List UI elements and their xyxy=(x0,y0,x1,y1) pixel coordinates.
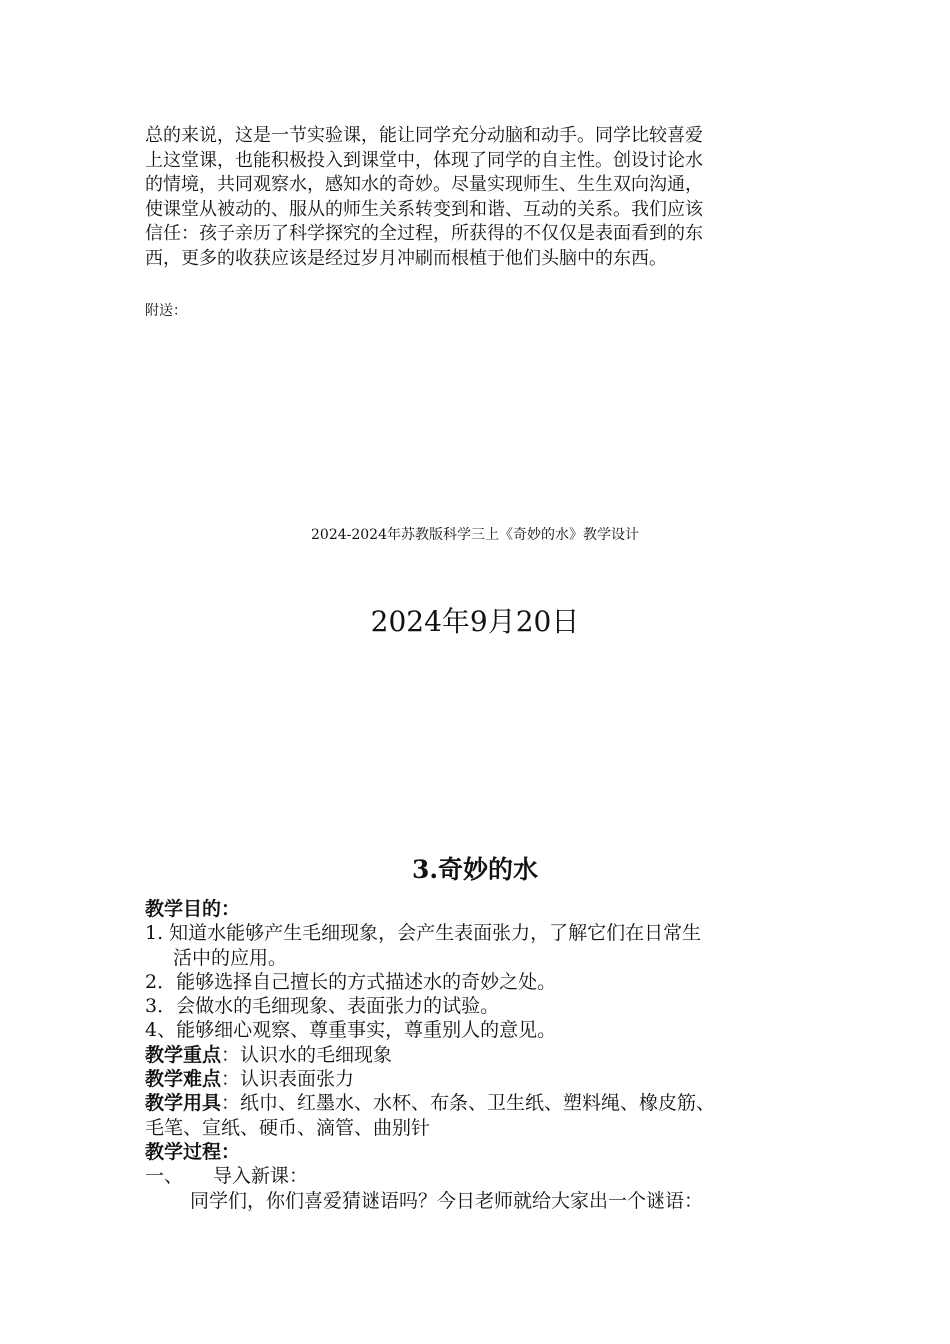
intro-line: 西，更多的收获应该是经过岁月冲刷而根植于他们头脑中的东西。 xyxy=(145,247,667,269)
intro-line: 总的来说，这是一节实验课，能让同学充分动脑和动手。同学比较喜爱 xyxy=(145,125,703,146)
intro-line: 的情境，共同观察水，感知水的奇妙。尽量实现师生、生生双向沟通， xyxy=(145,174,703,195)
key-point-text: ：认识水的毛细现象 xyxy=(221,1043,393,1066)
objective-item: 4、能够细心观察、尊重事实，尊重别人的意见。 xyxy=(145,1019,557,1042)
objective-item-continued: 活中的应用。 xyxy=(173,946,288,969)
intro-paragraph xyxy=(145,124,815,271)
section-paragraph: 同学们，你们喜爱猜谜语吗？今日老师就给大家出一个谜语： xyxy=(190,1189,704,1212)
section-number: 一、 xyxy=(145,1165,184,1188)
key-point-row xyxy=(145,1043,835,1067)
objective-item: 3．会做水的毛细现象、表面张力的试验。 xyxy=(145,995,500,1018)
key-point-label: 教学重点 xyxy=(145,1043,222,1066)
tools-row xyxy=(145,1091,835,1115)
appendix-label: 附送： xyxy=(145,303,187,319)
tools-label: 教学用具 xyxy=(145,1092,222,1115)
tools-text: ：纸巾、红墨水、水杯、布条、卫生纸、塑料绳、橡皮筋、 xyxy=(221,1092,716,1115)
intro-line: 信任：孩子亲历了科学探究的全过程，所获得的不仅仅是表面看到的东 xyxy=(145,223,703,244)
objective-item: 2．能够选择自己擅长的方式描述水的奇妙之处。 xyxy=(145,970,557,993)
objectives-heading: 教学目的： xyxy=(145,898,241,920)
document-subtitle: 2024-2024年苏教版科学三上《奇妙的水》教学设计 xyxy=(311,527,639,543)
difficulty-row xyxy=(145,1067,835,1091)
tools-row-continued: 毛笔、宣纸、硬币、滴管、曲别针 xyxy=(145,1116,431,1139)
process-heading: 教学过程： xyxy=(145,1140,241,1163)
intro-line: 使课堂从被动的、服从的师生关系转变到和谐、互动的关系。我们应该 xyxy=(145,198,703,220)
difficulty-label: 教学难点 xyxy=(145,1068,222,1091)
lesson-title: 3.奇妙的水 xyxy=(411,855,539,884)
intro-line: 上这堂课，也能积极投入到课堂中，体现了同学的自主性。创设讨论水 xyxy=(145,149,703,171)
lesson-body xyxy=(145,897,835,1213)
objective-item: 1. 知道水能够产生毛细现象，会产生表面张力，了解它们在日常生 xyxy=(145,922,702,945)
difficulty-text: ：认识表面张力 xyxy=(221,1068,355,1091)
document-date: 2024年9月20日 xyxy=(370,605,580,638)
section-title: 导入新课： xyxy=(213,1165,309,1188)
section-heading xyxy=(145,1164,835,1188)
